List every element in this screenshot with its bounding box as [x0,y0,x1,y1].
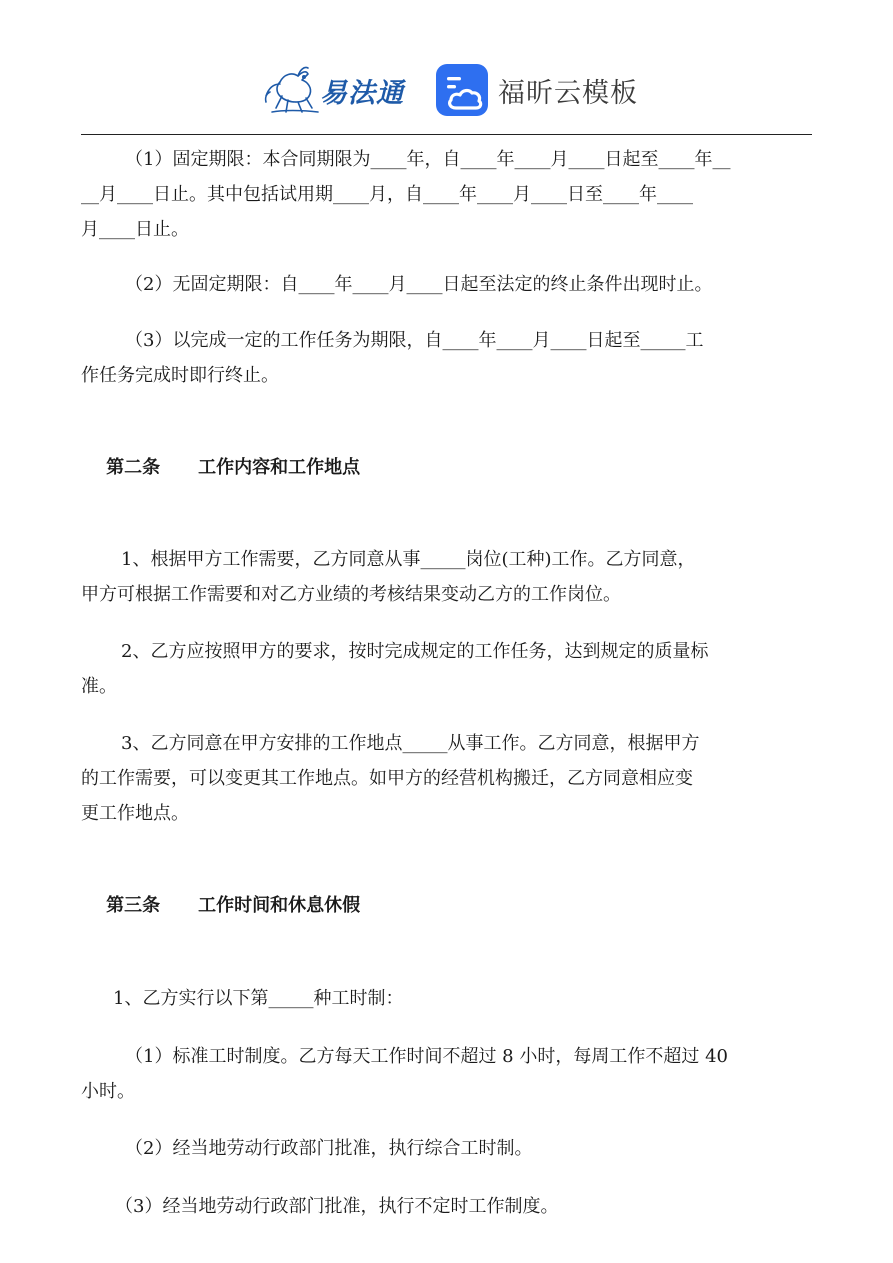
clause-fixed-term [81,142,829,247]
article-title: 工作内容和工作地点 [198,457,361,478]
option-comprehensive-hours: （2）经当地劳动行政部门批准，执行综合工时制。 [125,1138,533,1159]
text-line: 甲方可根据工作需要和对乙方业绩的考核结果变动乙方的工作岗位。 [81,584,621,605]
document-header [0,58,893,128]
article-2-heading [81,415,829,520]
article-3-heading [81,853,829,958]
document-body [81,142,829,1224]
clause-3-1: 1、乙方实行以下第_____种工时制： [113,988,404,1009]
text-line: __月____日止。其中包括试用期____月，自____年____月____日至____年____ [81,184,693,205]
fuxin-logo [436,64,638,116]
clause-2-2 [81,634,829,704]
clause-open-term: （2）无固定期限：自____年____月____日起至法定的终止条件出现时止。 [125,274,713,295]
text-line: 更工作地点。 [81,803,189,824]
text-line: 2、乙方应按照甲方的要求，按时完成规定的工作任务，达到规定的质量标 [121,641,709,662]
text-line: 准。 [81,676,117,697]
option-flexible-hours: （3）经当地劳动行政部门批准，执行不定时工作制度。 [115,1196,559,1217]
yifatong-logo [262,62,422,118]
article-number: 第三条 [106,895,161,916]
text-line: 3、乙方同意在甲方安排的工作地点_____从事工作。乙方同意，根据甲方 [121,733,700,754]
text-line: 小时。 [81,1081,135,1102]
text-line: （3）以完成一定的工作任务为期限，自____年____月____日起至_____工 [125,330,704,351]
yifatong-wordmark: 易法通 [320,77,404,109]
fuxin-cloud-icon [436,64,488,116]
text-line: 作任务完成时即行终止。 [81,365,279,386]
fuxin-wordmark: 福昕云模板 [498,77,638,109]
text-line: 1、根据甲方工作需要，乙方同意从事_____岗位(工种)工作。乙方同意， [121,549,696,570]
clause-2-3 [81,726,829,831]
text-line: （1）固定期限：本合同期限为____年，自____年____月____日起至____年__ [125,149,731,170]
text-line: 月____日止。 [81,219,189,240]
text-line: （1）标准工时制度。乙方每天工作时间不超过 8 小时，每周工作不超过 40 [125,1046,728,1067]
option-standard-hours [81,1039,829,1109]
clause-2-1 [81,542,829,612]
text-line: 的工作需要，可以变更其工作地点。如甲方的经营机构搬迁，乙方同意相应变 [81,768,693,789]
article-number: 第二条 [106,457,161,478]
horse-icon [262,62,324,118]
article-title: 工作时间和休息休假 [198,895,361,916]
clause-task-term [81,323,829,393]
header-divider [81,134,812,135]
